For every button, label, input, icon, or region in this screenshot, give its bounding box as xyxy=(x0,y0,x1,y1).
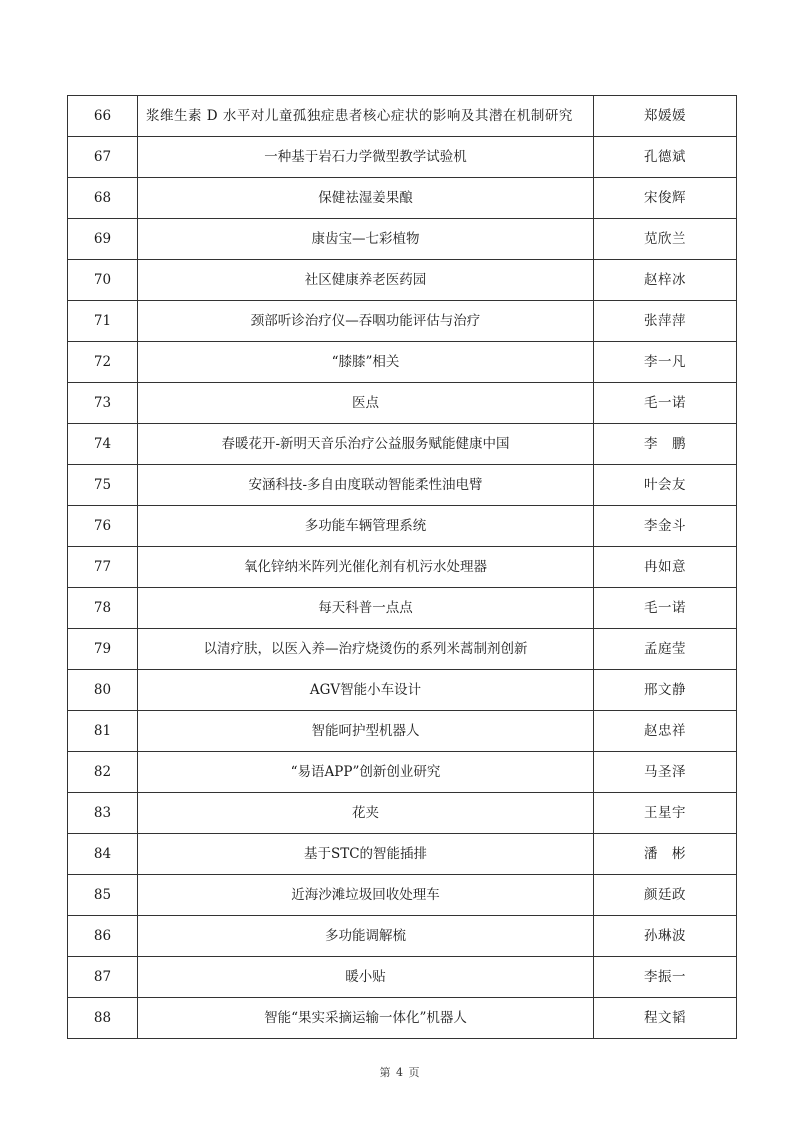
project-title: 基于STC的智能插排 xyxy=(138,834,594,875)
table-row xyxy=(68,260,737,301)
table-row xyxy=(68,834,737,875)
row-number: 71 xyxy=(68,301,138,342)
person-name: 赵忠祥 xyxy=(594,711,737,752)
table-row xyxy=(68,383,737,424)
project-title: “易语APP”创新创业研究 xyxy=(138,752,594,793)
project-title: 一种基于岩石力学微型教学试验机 xyxy=(138,137,594,178)
row-number: 87 xyxy=(68,957,138,998)
row-number: 84 xyxy=(68,834,138,875)
person-name: 颜廷政 xyxy=(594,875,737,916)
project-title: 以清疗肤，以医入养—治疗烧烫伤的系列米蒿制剂创新 xyxy=(138,629,594,670)
row-number: 78 xyxy=(68,588,138,629)
project-title: 近海沙滩垃圾回收处理车 xyxy=(138,875,594,916)
person-name: 潘 彬 xyxy=(594,834,737,875)
table-row xyxy=(68,547,737,588)
project-title: 多功能调解梳 xyxy=(138,916,594,957)
row-number: 79 xyxy=(68,629,138,670)
table-row xyxy=(68,219,737,260)
project-title: 安涵科技-多自由度联动智能柔性油电臂 xyxy=(138,465,594,506)
person-name: 孟庭莹 xyxy=(594,629,737,670)
table-row xyxy=(68,301,737,342)
row-number: 82 xyxy=(68,752,138,793)
person-name: 叶会友 xyxy=(594,465,737,506)
row-number: 70 xyxy=(68,260,138,301)
project-title: 氧化锌纳米阵列光催化剂有机污水处理器 xyxy=(138,547,594,588)
row-number: 68 xyxy=(68,178,138,219)
row-number: 85 xyxy=(68,875,138,916)
project-table xyxy=(67,95,737,1039)
person-name: 苋欣兰 xyxy=(594,219,737,260)
table-row xyxy=(68,957,737,998)
project-title: 智能呵护型机器人 xyxy=(138,711,594,752)
table-row xyxy=(68,588,737,629)
table-row xyxy=(68,711,737,752)
table-row xyxy=(68,178,737,219)
person-name: 马圣泽 xyxy=(594,752,737,793)
table-row xyxy=(68,998,737,1039)
person-name: 张萍萍 xyxy=(594,301,737,342)
table-row xyxy=(68,342,737,383)
row-number: 81 xyxy=(68,711,138,752)
project-title: “膝膝”相关 xyxy=(138,342,594,383)
row-number: 75 xyxy=(68,465,138,506)
project-title: 浆维生素 D 水平对儿童孤独症患者核心症状的影响及其潜在机制研究 xyxy=(138,96,594,137)
project-title: AGV智能小车设计 xyxy=(138,670,594,711)
row-number: 80 xyxy=(68,670,138,711)
person-name: 郑媛媛 xyxy=(594,96,737,137)
project-title: 暖小贴 xyxy=(138,957,594,998)
person-name: 毛一诺 xyxy=(594,383,737,424)
person-name: 程文韬 xyxy=(594,998,737,1039)
person-name: 李一凡 xyxy=(594,342,737,383)
project-title: 社区健康养老医药园 xyxy=(138,260,594,301)
project-title: 智能“果实采摘运输一体化”机器人 xyxy=(138,998,594,1039)
person-name: 王星宇 xyxy=(594,793,737,834)
person-name: 孔德斌 xyxy=(594,137,737,178)
person-name: 宋俊辉 xyxy=(594,178,737,219)
row-number: 69 xyxy=(68,219,138,260)
table-row xyxy=(68,875,737,916)
person-name: 邢文静 xyxy=(594,670,737,711)
row-number: 86 xyxy=(68,916,138,957)
table-row xyxy=(68,506,737,547)
person-name: 孙琳波 xyxy=(594,916,737,957)
project-title: 医点 xyxy=(138,383,594,424)
person-name: 赵梓冰 xyxy=(594,260,737,301)
project-title: 花夹 xyxy=(138,793,594,834)
table-row xyxy=(68,670,737,711)
person-name: 冉如意 xyxy=(594,547,737,588)
row-number: 74 xyxy=(68,424,138,465)
person-name: 李振一 xyxy=(594,957,737,998)
row-number: 66 xyxy=(68,96,138,137)
project-title: 颈部听诊治疗仪—吞咽功能评估与治疗 xyxy=(138,301,594,342)
project-table-body xyxy=(68,96,737,1039)
table-row xyxy=(68,752,737,793)
table-row xyxy=(68,424,737,465)
person-name: 毛一诺 xyxy=(594,588,737,629)
page-number: 第 4 页 xyxy=(379,1066,421,1079)
project-title: 保健祛湿姜果酿 xyxy=(138,178,594,219)
project-title: 多功能车辆管理系统 xyxy=(138,506,594,547)
project-title: 春暖花开-新明天音乐治疗公益服务赋能健康中国 xyxy=(138,424,594,465)
row-number: 77 xyxy=(68,547,138,588)
row-number: 73 xyxy=(68,383,138,424)
row-number: 88 xyxy=(68,998,138,1039)
table-row xyxy=(68,916,737,957)
person-name: 李 鹏 xyxy=(594,424,737,465)
table-row xyxy=(68,465,737,506)
row-number: 72 xyxy=(68,342,138,383)
row-number: 76 xyxy=(68,506,138,547)
person-name: 李金斗 xyxy=(594,506,737,547)
project-title: 每天科普一点点 xyxy=(138,588,594,629)
table-row xyxy=(68,793,737,834)
table-row xyxy=(68,96,737,137)
row-number: 83 xyxy=(68,793,138,834)
row-number: 67 xyxy=(68,137,138,178)
table-row xyxy=(68,629,737,670)
project-title: 康齿宝—七彩植物 xyxy=(138,219,594,260)
table-row xyxy=(68,137,737,178)
